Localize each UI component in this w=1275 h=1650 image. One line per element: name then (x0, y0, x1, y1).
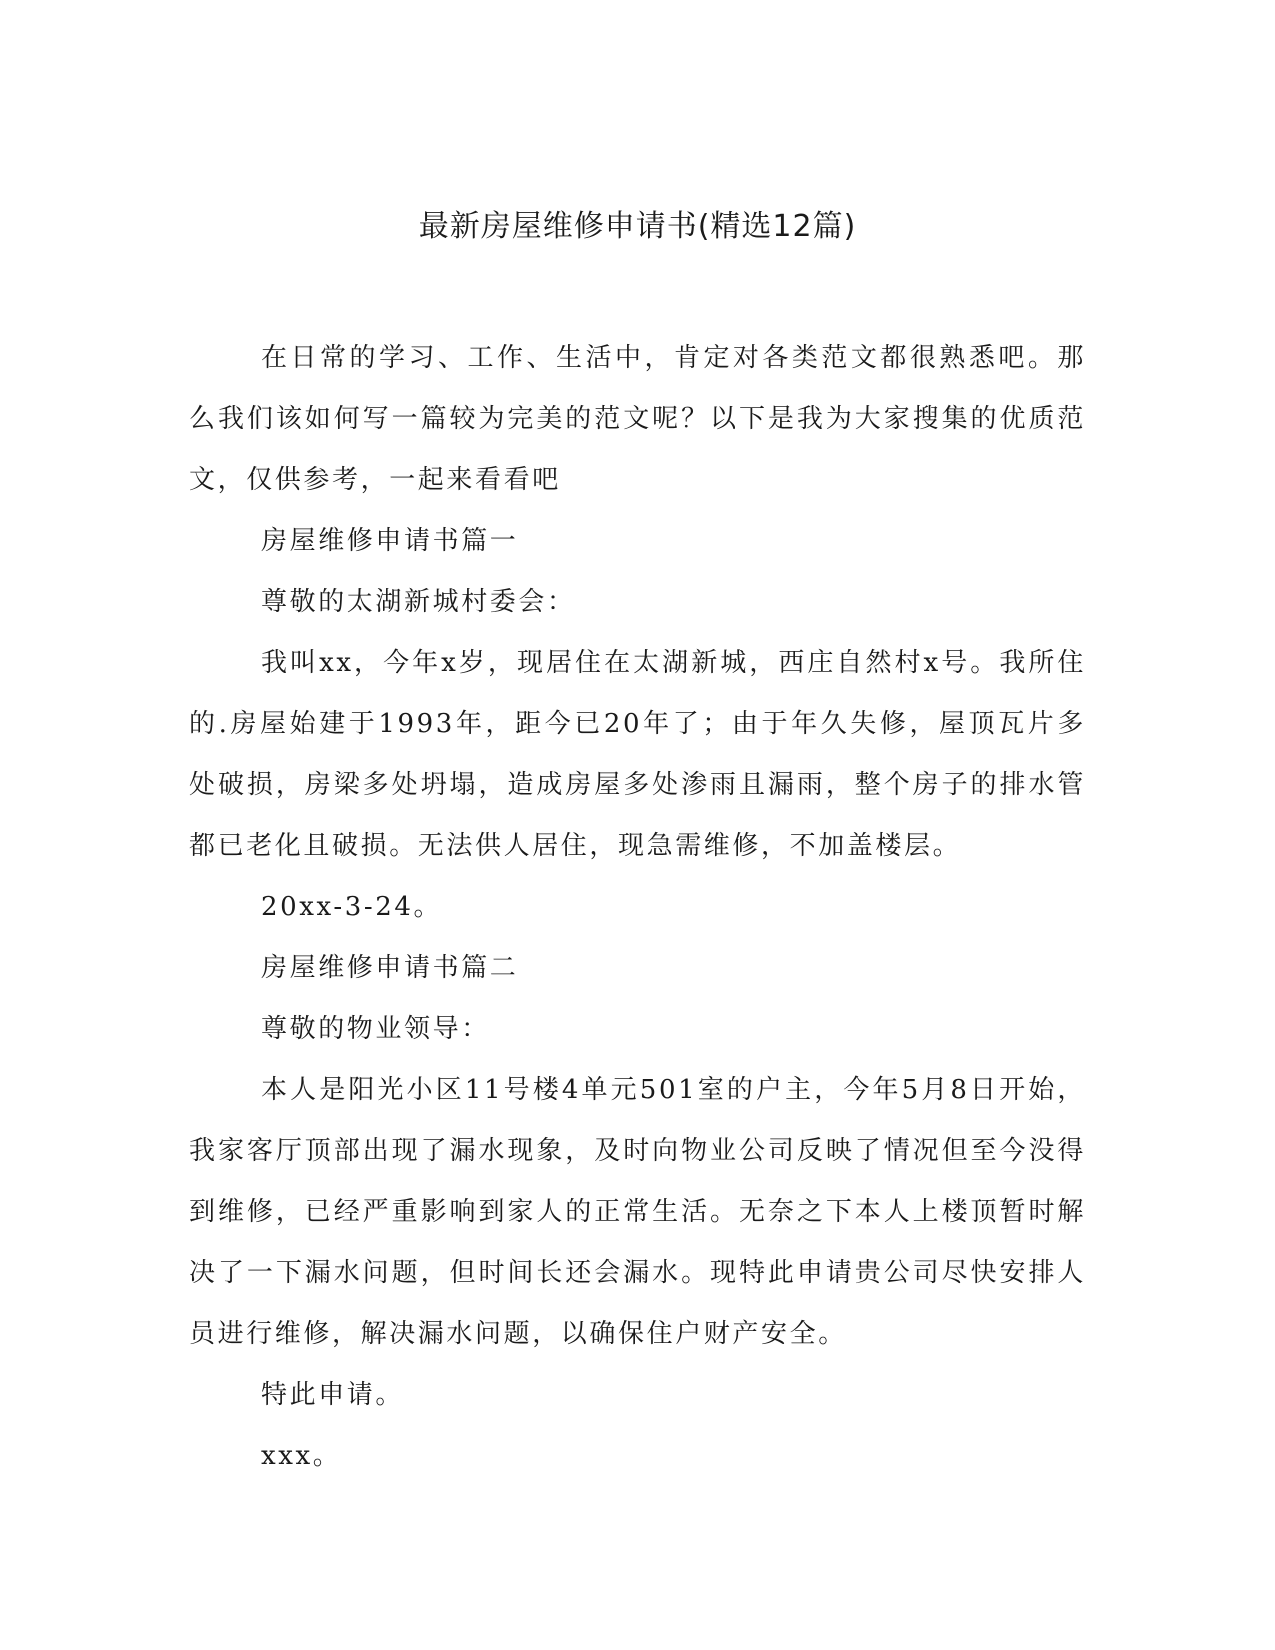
letter-closing: 特此申请。 (261, 1380, 405, 1410)
letter-signature: xxx。 (261, 1441, 342, 1471)
document-title: 最新房屋维修申请书(精选12篇) (418, 209, 857, 244)
letter-date: 20xx-3-24。 (261, 892, 443, 922)
document-body (189, 328, 1086, 1487)
letter-body-paragraph: 我叫xx，今年x岁，现居住在太湖新城，西庄自然村x号。我所住的.房屋始建于1993年，距今已20年了；由于年久失修，屋顶瓦片多处破损，房梁多处坍塌，造成房屋多处渗雨且漏雨，整个房子的排水管都已老化且破损。无法供人居住，现急需维修，不加盖楼层。 (189, 648, 1086, 861)
section-heading: 房屋维修申请书篇二 (261, 953, 519, 983)
intro-paragraph: 在日常的学习、工作、生活中，肯定对各类范文都很熟悉吧。那么我们该如何写一篇较为完美的范文呢？以下是我为大家搜集的优质范文，仅供参考，一起来看看吧 (189, 343, 1086, 495)
salutation: 尊敬的物业领导： (261, 1014, 490, 1044)
section-heading: 房屋维修申请书篇一 (261, 526, 519, 556)
letter-body-paragraph: 本人是阳光小区11号楼4单元501室的户主，今年5月8日开始，我家客厅顶部出现了漏水现象，及时向物业公司反映了情况但至今没得到维修，已经严重影响到家人的正常生活。无奈之下本人上楼顶暂时解决了一下漏水问题，但时间长还会漏水。现特此申请贵公司尽快安排人员进行维修，解决漏水问题，以确保住户财产安全。 (189, 1075, 1086, 1349)
salutation: 尊敬的太湖新城村委会： (261, 587, 576, 617)
